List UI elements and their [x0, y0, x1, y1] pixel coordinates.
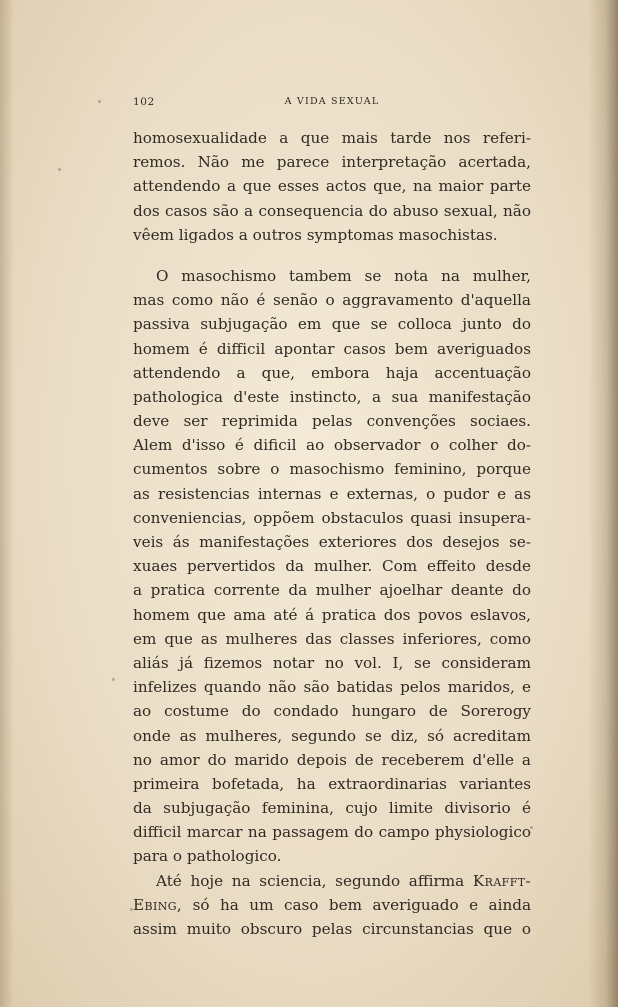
page-spine-shadow: [588, 0, 618, 1007]
text-line: homem que ama até á pratica dos povos eslavos,: [133, 605, 531, 624]
text-line: homem é difficil apontar casos bem averiguados: [133, 339, 531, 358]
text-line: a pratica corrente da mulher ajoelhar deante do: [133, 581, 531, 600]
text-line: no amor do marido depois de receberem d'elle a: [133, 750, 531, 769]
page-header: [133, 96, 531, 114]
text-line: Alem d'isso é dificil ao observador o colher do-: [133, 436, 531, 455]
paper-speck: [112, 678, 115, 681]
text-line: homosexualidade a que mais tarde nos referi-: [133, 129, 531, 147]
text-line: onde as mulheres, segundo se diz, só acreditam: [133, 726, 531, 745]
page-left-edge-shading: [0, 0, 14, 1007]
text-line: O masochismo tambem se nota na mulher,: [156, 266, 531, 285]
text-line: remos. Não me parece interpretação acertada,: [133, 153, 531, 172]
text-fragment: Até hoje na sciencia, segundo affirma: [156, 871, 473, 890]
text-line: ao costume do condado hungaro de Sorerogy: [133, 702, 531, 721]
text-line: da subjugação feminina, cujo limite divisorio é: [133, 799, 531, 818]
text-line: [133, 869, 531, 893]
text-line: passiva subjugação em que se colloca junto do: [133, 315, 531, 334]
paper-speck: [98, 100, 101, 103]
running-title: A VIDA SEXUAL: [284, 96, 380, 107]
text-line: conveniencias, oppõem obstaculos quasi insupera-: [133, 508, 531, 527]
paper-speck: [530, 826, 533, 829]
text-line: cumentos sobre o masochismo feminino, porque: [133, 460, 531, 479]
text-line: vêem ligados a outros symptomas masochistas.: [133, 225, 498, 244]
text-line: em que as mulheres das classes inferiores, como: [133, 629, 531, 648]
text-line: attendendo a que, embora haja accentuação: [133, 363, 531, 382]
text-line: difficil marcar na passagem do campo physiologico: [133, 823, 531, 842]
paragraph-1: [133, 126, 531, 247]
author-name: Ebing,: [133, 895, 183, 914]
text-line: assim muito obscuro pelas circunstancias que o: [133, 920, 531, 938]
text-line: para o pathologico.: [133, 847, 282, 866]
text-line: pathologica d'este instincto, a sua manifestação: [133, 387, 531, 406]
text-line: infelizes quando não são batidas pelos maridos, e: [133, 678, 531, 697]
text-line: attendendo a que esses actos que, na maior parte: [133, 177, 531, 196]
text-line: as resistencias internas e externas, o pudor e as: [133, 484, 531, 503]
text-line: xuaes pervertidos da mulher. Com effeito desde: [133, 557, 531, 576]
page-number: 102: [133, 96, 155, 108]
text-line: mas como não é senão o aggravamento d'aquella: [133, 291, 531, 310]
paragraph-2: [133, 264, 531, 869]
text-line: dos casos são a consequencia do abuso sexual, não: [133, 201, 531, 220]
paragraph-gap: [133, 247, 531, 264]
text-line: [133, 893, 531, 917]
body-text: [133, 126, 531, 941]
text-line: primeira bofetada, ha extraordinarias variantes: [133, 774, 531, 793]
paper-speck: [130, 908, 133, 911]
paragraph-3: [133, 869, 531, 942]
text-line: aliás já fizemos notar no vol. I, se consideram: [133, 653, 531, 672]
text-line: deve ser reprimida pelas convenções sociaes.: [133, 412, 531, 431]
author-name: Krafft-: [472, 871, 531, 890]
paper-speck: [58, 168, 61, 171]
text-line: veis ás manifestações exteriores dos desejos se-: [133, 533, 531, 551]
text-fragment: só ha um caso bem averiguado e ainda: [182, 895, 531, 914]
